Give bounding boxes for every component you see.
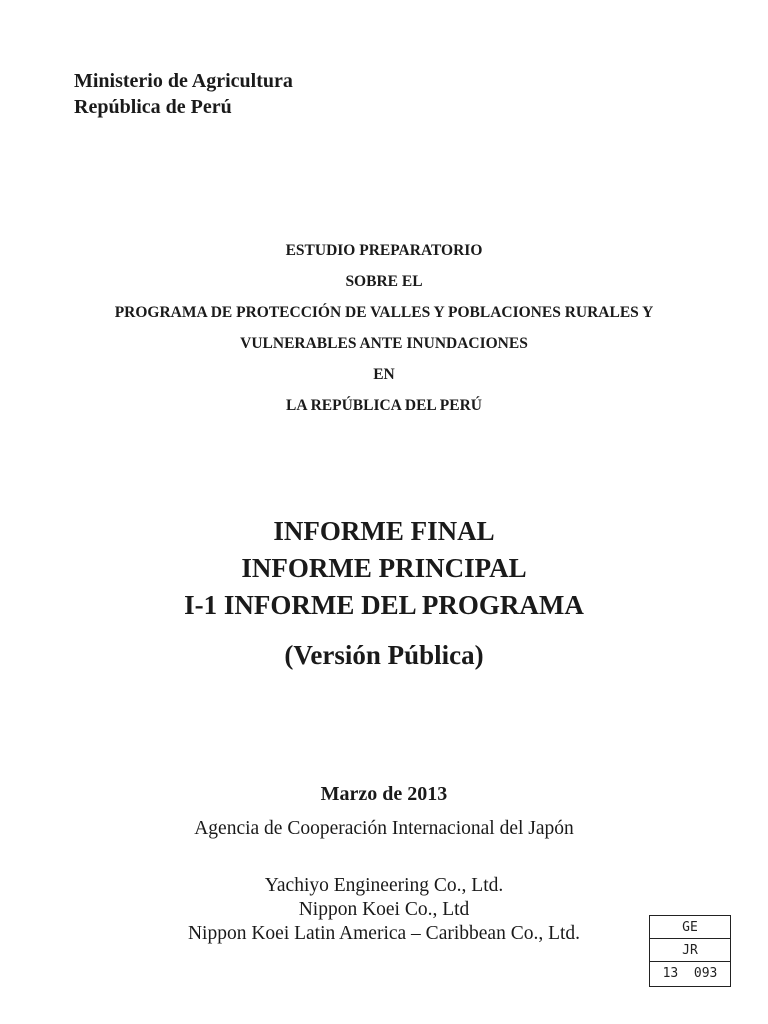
study-title-line: EN (373, 366, 395, 383)
code-row-number: 13 093 (662, 966, 718, 981)
country-name: República de Perú (74, 96, 232, 118)
company-name: Nippon Koei Latin America – Caribbean Co., Ltd. (187, 923, 581, 944)
report-title-final: INFORME FINAL (273, 516, 495, 546)
report-version: (Versión Pública) (284, 640, 484, 670)
report-title-main: INFORME PRINCIPAL (241, 553, 527, 583)
study-title-block (0, 238, 768, 424)
report-title-program: I-1 INFORME DEL PROGRAMA (184, 590, 584, 620)
study-title-line: LA REPÚBLICA DEL PERÚ (286, 397, 482, 414)
study-title-line: SOBRE EL (345, 273, 423, 290)
code-row-ge: GE (650, 916, 730, 939)
document-code-box (649, 915, 731, 987)
report-title-block (0, 513, 768, 672)
publication-date: Marzo de 2013 (320, 783, 448, 805)
agency-name: Agencia de Cooperación Internacional del Japón (194, 818, 574, 839)
study-title-line: PROGRAMA DE PROTECCIÓN DE VALLES Y POBLACIONES RURALES Y (114, 304, 654, 321)
company-name: Yachiyo Engineering Co., Ltd. (264, 875, 504, 896)
study-title-line: ESTUDIO PREPARATORIO (285, 242, 483, 259)
ministry-header (74, 68, 293, 120)
code-row-jr: JR (650, 939, 730, 962)
ministry-name: Ministerio de Agricultura (74, 70, 293, 92)
company-name: Nippon Koei Co., Ltd (298, 899, 470, 920)
study-title-line: VULNERABLES ANTE INUNDACIONES (240, 335, 528, 352)
